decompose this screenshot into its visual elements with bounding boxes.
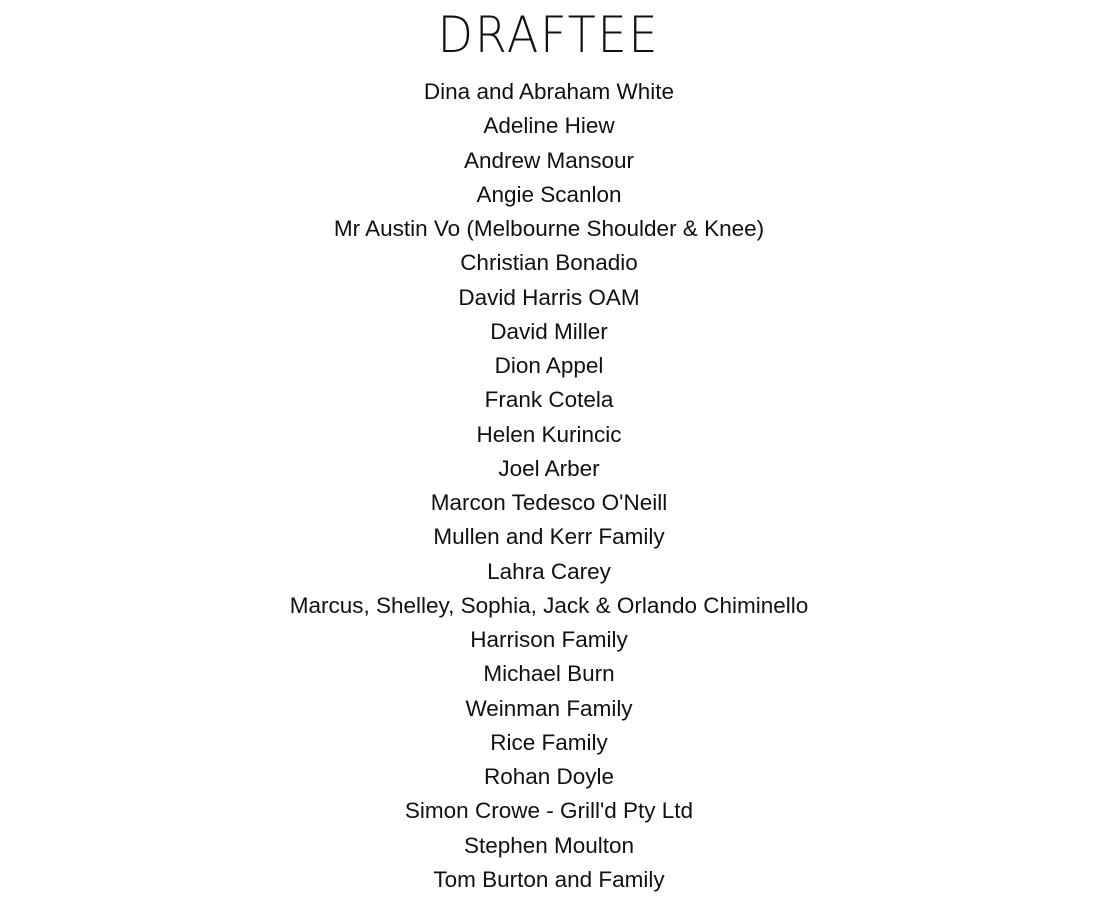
sponsor-name: Marcus, Shelley, Sophia, Jack & Orlando Chiminello	[289, 592, 809, 618]
sponsor-name: Christian Bonadio	[460, 250, 638, 276]
sponsor-name: Simon Crowe - Grill'd Pty Ltd	[404, 798, 694, 824]
sponsor-name: Stephen Moulton	[463, 832, 635, 858]
sponsor-name: Helen Kurincic	[476, 421, 622, 447]
sponsor-name: Tom Burton and Family	[433, 866, 665, 892]
tier-title: DRAFTEE	[438, 6, 660, 64]
sponsor-name: Dina and Abraham White	[423, 79, 675, 104]
sponsor-name: Mullen and Kerr Family	[433, 524, 665, 550]
sponsor-name: Mr Austin Vo (Melbourne Shoulder & Knee)	[333, 216, 765, 241]
sponsor-name: Rohan Doyle	[483, 764, 615, 789]
sponsor-name: Rice Family	[490, 729, 608, 755]
sponsor-name: Weinman Family	[465, 695, 633, 721]
tier-heading	[0, 0, 1098, 70]
sponsor-name: Harrison Family	[470, 627, 628, 652]
sponsor-name-list	[0, 75, 1098, 897]
sponsor-name: Michael Burn	[483, 661, 615, 687]
sponsor-name: Frank Cotela	[484, 387, 614, 413]
sponsor-name: Joel Arber	[498, 455, 600, 481]
sponsor-name: Angie Scanlon	[476, 181, 622, 207]
sponsor-name: Lahra Carey	[487, 558, 611, 584]
sponsor-name: Dion Appel	[494, 353, 604, 378]
sponsor-name: David Harris OAM	[458, 284, 640, 310]
sponsor-name: Andrew Mansour	[463, 147, 635, 173]
sponsor-name: Marcon Tedesco O'Neill	[430, 490, 668, 515]
sponsor-name: Adeline Hiew	[483, 113, 615, 139]
sponsor-name: David Miller	[490, 318, 608, 344]
